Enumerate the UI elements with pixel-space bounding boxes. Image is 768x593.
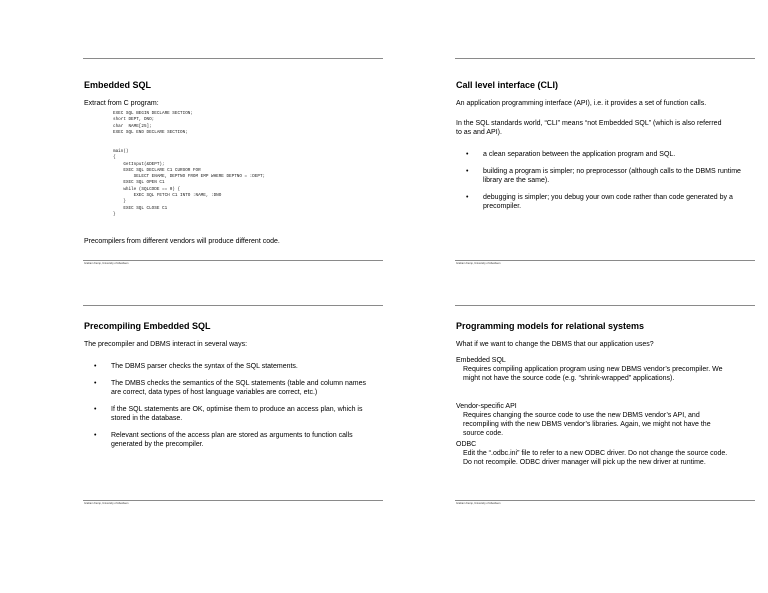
model-block-odbc [456,440,731,467]
slide-paragraph-api: An application programming interface (API), i.e. it provides a set of function calls. [456,100,707,107]
slide-call-level-interface [455,58,755,268]
slide-embedded-sql [83,58,383,268]
slide-title: Call level interface (CLI) [456,80,559,90]
model-heading: ODBC [456,441,477,448]
list-item: • The DMBS checks the semantics of the SQL statements (table and column names are correct, data types of host language variables are correct, etc.) [94,380,366,396]
code-main-function: main() { GetInput(&DEPT); EXEC SQL DECLARE C1 CURSOR FOR SELECT ENAME, DEPTNO FROM EMP WHERE DEPTNO = :DEPT; EXEC SQL OPEN C1 while (SQLCODE == 0) { EXEC SQL FETCH C1 INTO :NAME, :DNO } EXEC SQL CLOSE C1 } [113,149,266,217]
model-description: Requires changing the source code to use the new DBMS vendor’s API, and recompiling with the new DBMS vendor’s libraries. Again, we might not have the source code. [463,412,711,437]
code-declare-section: EXEC SQL BEGIN DECLARE SECTION; short DEPT, DNO; char NAME[25]; EXEC SQL END DECLARE SECTION; [113,111,193,135]
slide-paragraph-standards: In the SQL standards world, “CLI” means “not Embedded SQL” (which is also referred to as and API). [456,120,722,136]
slide-intro-text: What if we want to change the DBMS that our application uses? [456,341,654,348]
list-item: • If the SQL statements are OK, optimise them to produce an access plan, which is stored in the database. [94,406,363,422]
list-item: • building a program is simpler; no preprocessor (although calls to the DBMS runtime library are the same). [466,168,741,184]
bullet-icon: • [466,151,469,158]
model-heading: Vendor-specific API [456,403,517,410]
slide-bottom-rule [455,500,755,501]
slide-intro-text: Extract from C program: [84,100,159,107]
bullet-list [466,150,745,211]
slide-bottom-rule [455,260,755,261]
slide-footer: Graham Kemp, University of Aberdeen [456,262,501,265]
bullet-icon: • [94,432,97,439]
slide-top-rule [83,305,383,306]
bullet-list [94,362,373,449]
bullet-icon: • [94,363,97,370]
slide-title: Precompiling Embedded SQL [84,321,211,331]
slide-title: Programming models for relational systems [456,321,645,331]
slide-footer: Graham Kemp, University of Aberdeen [456,502,501,505]
slide-programming-models [455,305,755,515]
model-heading: Embedded SQL [456,357,506,364]
slide-bottom-rule [83,260,383,261]
slide-top-rule [455,305,755,306]
bullet-icon: • [466,168,469,175]
list-item: • a clean separation between the application program and SQL. [466,151,676,158]
slide-bottom-rule [83,500,383,501]
bullet-icon: • [466,194,469,201]
slide-intro-text: The precompiler and DBMS interact in several ways: [84,341,248,348]
list-item: • The DBMS parser checks the syntax of the SQL statements. [94,363,298,370]
list-item: • Relevant sections of the access plan are stored as arguments to function calls generated by the precompiler. [94,432,353,448]
model-block-vendor-api [456,402,731,438]
slide-precompiling-embedded-sql [83,305,383,515]
slide-top-rule [455,58,755,59]
slide-title: Embedded SQL [84,80,152,90]
slide-footer: Graham Kemp, University of Aberdeen [84,262,129,265]
model-description: Requires compiling application program using new DBMS vendor’s precompiler. We might not have the source code (e.g. “shrink-wrapped” applications). [463,366,723,382]
model-description: Edit the “.odbc.ini” file to refer to a new ODBC driver. Do not change the source code. Do not recompile. ODBC driver manager will pick up the new driver at runtime. [463,450,728,466]
slide-closing-text: Precompilers from different vendors will produce different code. [84,238,280,245]
slide-top-rule [83,58,383,59]
model-block-embedded-sql [456,356,731,383]
bullet-icon: • [94,380,97,387]
bullet-icon: • [94,406,97,413]
list-item: • debugging is simpler; you debug your own code rather than code generated by a precompiler. [466,194,733,210]
slide-footer: Graham Kemp, University of Aberdeen [84,502,129,505]
